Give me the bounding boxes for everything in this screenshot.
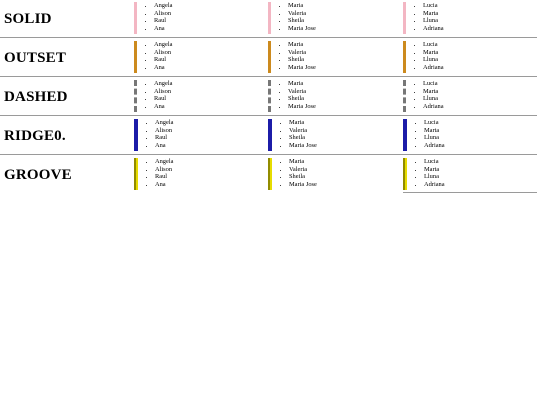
name-list: [146, 2, 172, 33]
list-item: • Ana: [154, 25, 172, 33]
list-column-2: [268, 41, 316, 73]
list-item: • Maria: [289, 119, 317, 127]
list-item: • Lluna: [423, 17, 444, 25]
list-column-1: [134, 119, 173, 151]
list-item: • Alison: [155, 166, 173, 174]
section-outset: [0, 39, 540, 78]
list-item: • Lucia: [424, 119, 445, 127]
list-item: • Sheila: [289, 134, 317, 142]
list-item: • Maria Jose: [288, 25, 316, 33]
list-item: • Ana: [154, 103, 172, 111]
list-item: • Lucia: [423, 2, 444, 10]
list-item: • Maria: [288, 2, 316, 10]
name-list: [416, 119, 445, 150]
list-column-3: [403, 119, 445, 151]
list-item: • Sheila: [288, 17, 316, 25]
list-item: • Maria Jose: [289, 181, 317, 189]
section-title: RIDGE0.: [4, 128, 66, 144]
section-divider: [0, 154, 537, 155]
name-list: [280, 41, 316, 72]
section-title: DASHED: [4, 89, 68, 105]
section-title: SOLID: [4, 11, 52, 27]
list-item: • Maria: [288, 80, 316, 88]
list-item: • Maria Jose: [288, 103, 316, 111]
section-ridge: [0, 117, 540, 156]
list-item: • Lluna: [423, 95, 444, 103]
list-column-3: [403, 158, 445, 190]
list-item: • Lucia: [424, 158, 445, 166]
list-item: • Sheila: [288, 56, 316, 64]
list-item: • Angela: [155, 119, 173, 127]
list-item: • Raul: [154, 17, 172, 25]
list-item: • Adriana: [424, 142, 445, 150]
list-item: • Valeria: [289, 127, 317, 135]
section-divider: [403, 192, 537, 193]
list-item: • Maria: [289, 158, 317, 166]
section-divider: [0, 115, 537, 116]
list-item: • Raul: [154, 95, 172, 103]
list-item: • Marta: [423, 49, 444, 57]
name-list: [147, 158, 173, 189]
list-item: • Valeria: [289, 166, 317, 174]
list-column-2: [268, 119, 317, 151]
list-item: • Marta: [423, 10, 444, 18]
section-groove: [0, 156, 540, 195]
name-list: [281, 119, 317, 150]
list-column-1: [134, 41, 172, 73]
name-list: [280, 2, 316, 33]
list-column-3: [403, 80, 444, 112]
list-item: • Angela: [155, 158, 173, 166]
list-item: • Angela: [154, 80, 172, 88]
list-item: • Alison: [154, 10, 172, 18]
list-column-2: [268, 158, 317, 190]
list-item: • Ana: [154, 64, 172, 72]
list-item: • Maria Jose: [288, 64, 316, 72]
list-item: • Alison: [154, 88, 172, 96]
list-column-1: [134, 2, 172, 34]
name-list: [415, 80, 444, 111]
list-item: • Adriana: [424, 181, 445, 189]
list-item: • Adriana: [423, 64, 444, 72]
list-column-3: [403, 41, 444, 73]
list-item: • Alison: [154, 49, 172, 57]
list-item: • Ana: [155, 181, 173, 189]
list-item: • Angela: [154, 2, 172, 10]
list-item: • Adriana: [423, 103, 444, 111]
list-item: • Marta: [424, 166, 445, 174]
list-item: • Lluna: [423, 56, 444, 64]
list-item: • Raul: [154, 56, 172, 64]
section-divider: [0, 76, 537, 77]
list-column-2: [268, 2, 316, 34]
name-list: [416, 158, 445, 189]
list-column-1: [134, 80, 172, 112]
name-list: [280, 80, 316, 111]
section-dashed: [0, 78, 540, 117]
list-item: • Sheila: [288, 95, 316, 103]
name-list: [415, 41, 444, 72]
list-item: • Valeria: [288, 10, 316, 18]
list-item: • Lucia: [423, 41, 444, 49]
section-title: OUTSET: [4, 50, 67, 66]
list-item: • Sheila: [289, 173, 317, 181]
list-item: • Raul: [155, 134, 173, 142]
list-column-3: [403, 2, 444, 34]
name-list: [281, 158, 317, 189]
list-item: • Lucia: [423, 80, 444, 88]
list-column-2: [268, 80, 316, 112]
name-list: [147, 119, 173, 150]
section-divider: [0, 37, 537, 38]
name-list: [146, 41, 172, 72]
list-item: • Valeria: [288, 88, 316, 96]
list-item: • Lluna: [424, 134, 445, 142]
name-list: [415, 2, 444, 33]
list-item: • Lluna: [424, 173, 445, 181]
name-list: [146, 80, 172, 111]
list-item: • Ana: [155, 142, 173, 150]
list-item: • Alison: [155, 127, 173, 135]
list-item: • Adriana: [423, 25, 444, 33]
list-column-1: [134, 158, 173, 190]
list-item: • Marta: [423, 88, 444, 96]
list-item: • Marta: [424, 127, 445, 135]
list-item: • Valeria: [288, 49, 316, 57]
section-solid: [0, 0, 540, 39]
list-item: • Angela: [154, 41, 172, 49]
list-item: • Maria Jose: [289, 142, 317, 150]
section-title: GROOVE: [4, 167, 72, 183]
list-item: • Raul: [155, 173, 173, 181]
list-item: • Maria: [288, 41, 316, 49]
